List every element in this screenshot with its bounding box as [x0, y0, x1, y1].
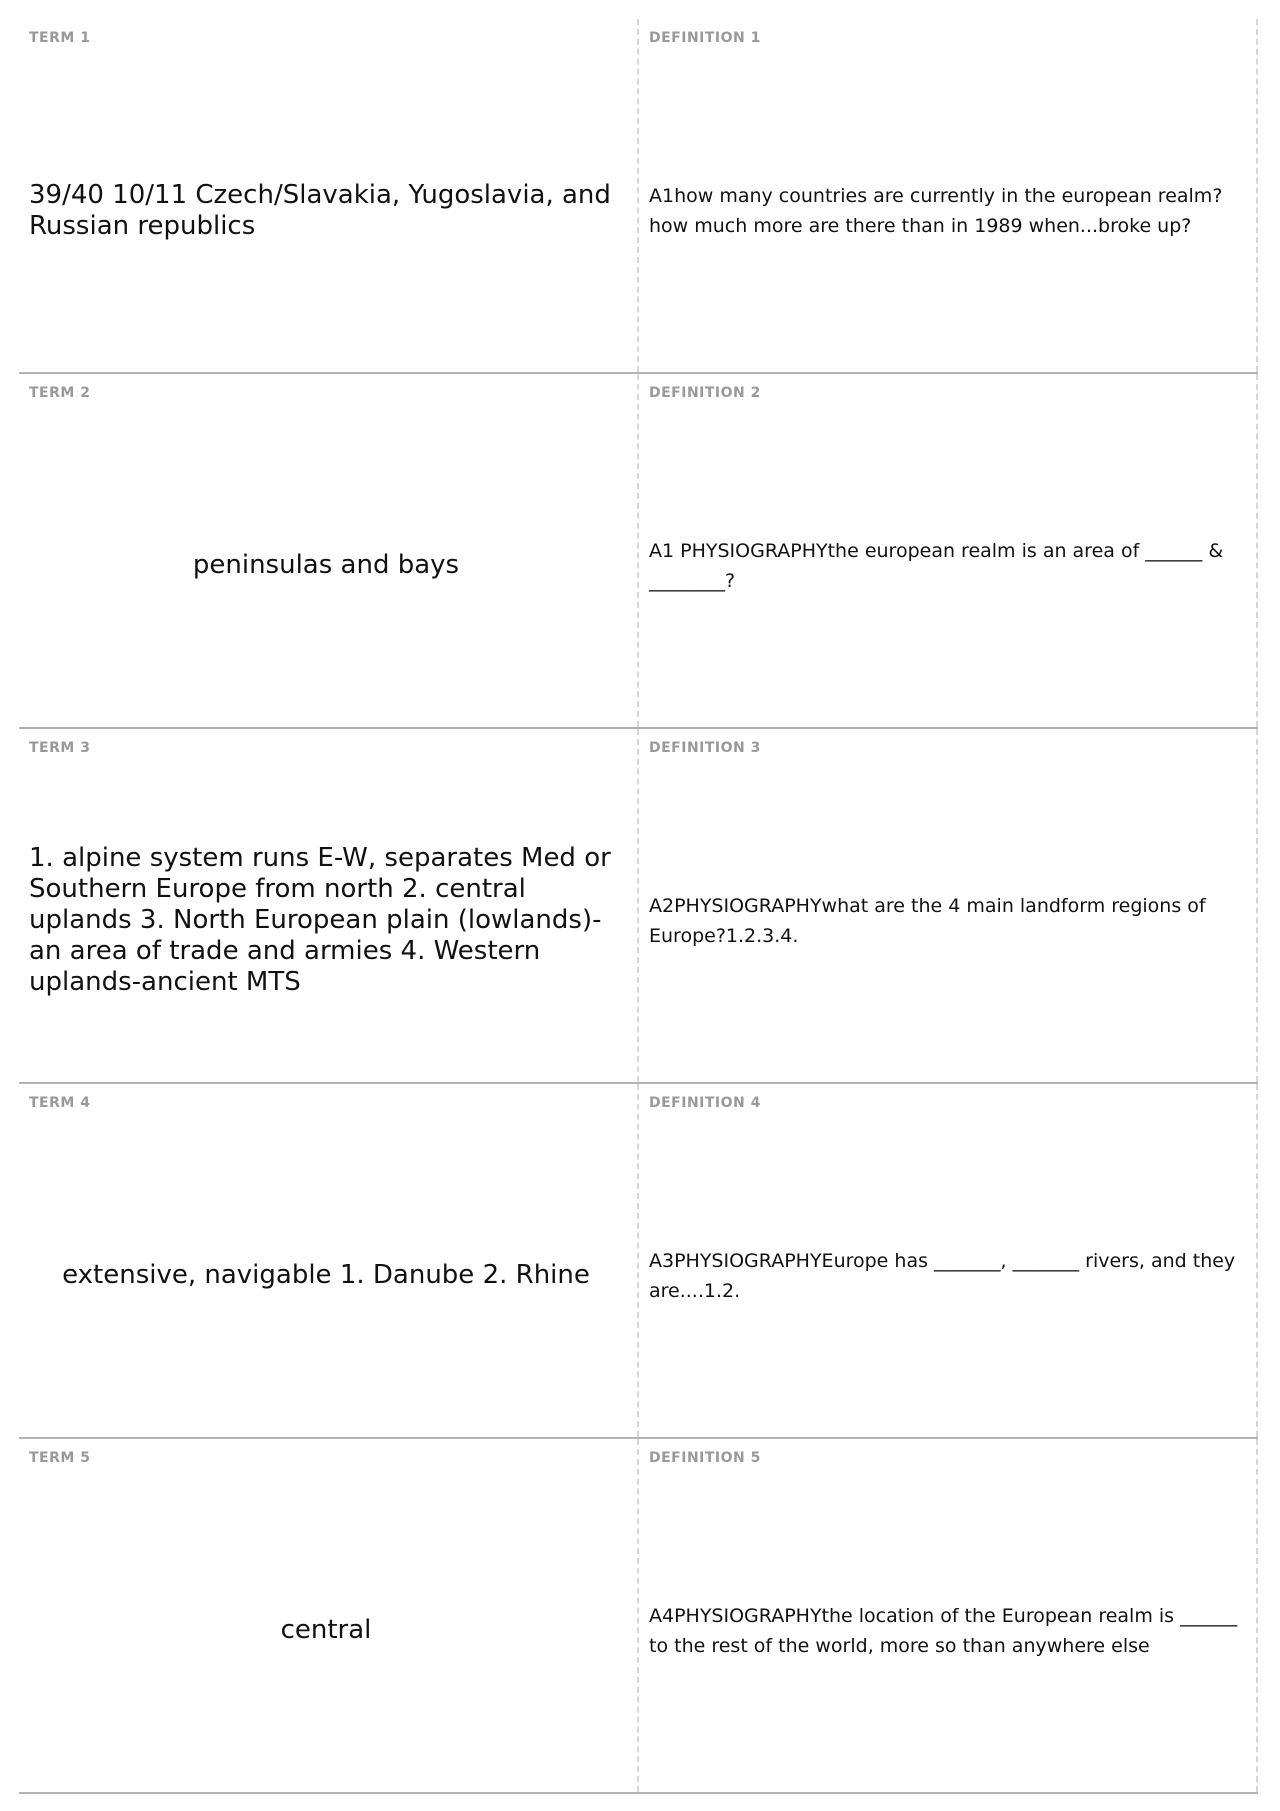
term-label: TERM 5	[29, 1450, 91, 1466]
card-row-5	[19, 1439, 1258, 1794]
term-body	[29, 1479, 623, 1782]
definition-cell	[639, 19, 1258, 372]
card-row-1	[19, 19, 1258, 374]
term-text: 39/40 10/11 Czech/Slavakia, Yugoslavia, and Russian republics	[29, 179, 611, 241]
definition-label: DEFINITION 1	[649, 30, 761, 46]
term-label: TERM 2	[29, 385, 91, 401]
card-row-4	[19, 1084, 1258, 1439]
definition-body	[649, 1479, 1248, 1782]
definition-cell	[639, 1084, 1258, 1437]
definition-text: A1 PHYSIOGRAPHYthe european realm is an area of ______ & ________?	[649, 539, 1224, 592]
term-cell	[19, 1084, 639, 1437]
definition-cell	[639, 729, 1258, 1082]
term-body	[29, 414, 623, 717]
term-cell	[19, 19, 639, 372]
card-row-2	[19, 374, 1258, 729]
definition-label: DEFINITION 2	[649, 385, 761, 401]
term-body	[29, 769, 623, 1072]
definition-cell	[639, 1439, 1258, 1792]
definition-text: A1how many countries are currently in the european realm? how much more are there than in 1989 when...broke up?	[649, 184, 1223, 237]
definition-label: DEFINITION 3	[649, 740, 761, 756]
definition-label: DEFINITION 5	[649, 1450, 761, 1466]
definition-text: A3PHYSIOGRAPHYEurope has _______, _______ rivers, and they are....1.2.	[649, 1249, 1236, 1302]
term-text: central	[280, 1615, 372, 1645]
definition-body	[649, 414, 1248, 717]
definition-body	[649, 1124, 1248, 1427]
term-body	[29, 1124, 623, 1427]
card-row-3	[19, 729, 1258, 1084]
term-text: extensive, navigable 1. Danube 2. Rhine	[62, 1260, 590, 1290]
term-body	[29, 59, 623, 362]
term-cell	[19, 1439, 639, 1792]
term-label: TERM 4	[29, 1095, 91, 1111]
term-cell	[19, 729, 639, 1082]
term-cell	[19, 374, 639, 727]
flashcard-sheet	[19, 19, 1258, 1794]
definition-text: A4PHYSIOGRAPHYthe location of the European realm is ______ to the rest of the world, more so than anywhere else	[649, 1604, 1238, 1657]
definition-cell	[639, 374, 1258, 727]
term-label: TERM 3	[29, 740, 91, 756]
definition-body	[649, 769, 1248, 1072]
definition-text: A2PHYSIOGRAPHYwhat are the 4 main landform regions of Europe?1.2.3.4.	[649, 894, 1206, 947]
term-label: TERM 1	[29, 30, 91, 46]
term-text: 1. alpine system runs E-W, separates Med or Southern Europe from north 2. central uplands 3. North European plain (lowlands)- an area of trade and armies 4. Western uplands-ancient MTS	[29, 843, 611, 997]
definition-label: DEFINITION 4	[649, 1095, 761, 1111]
definition-body	[649, 59, 1248, 362]
term-text: peninsulas and bays	[192, 550, 460, 580]
